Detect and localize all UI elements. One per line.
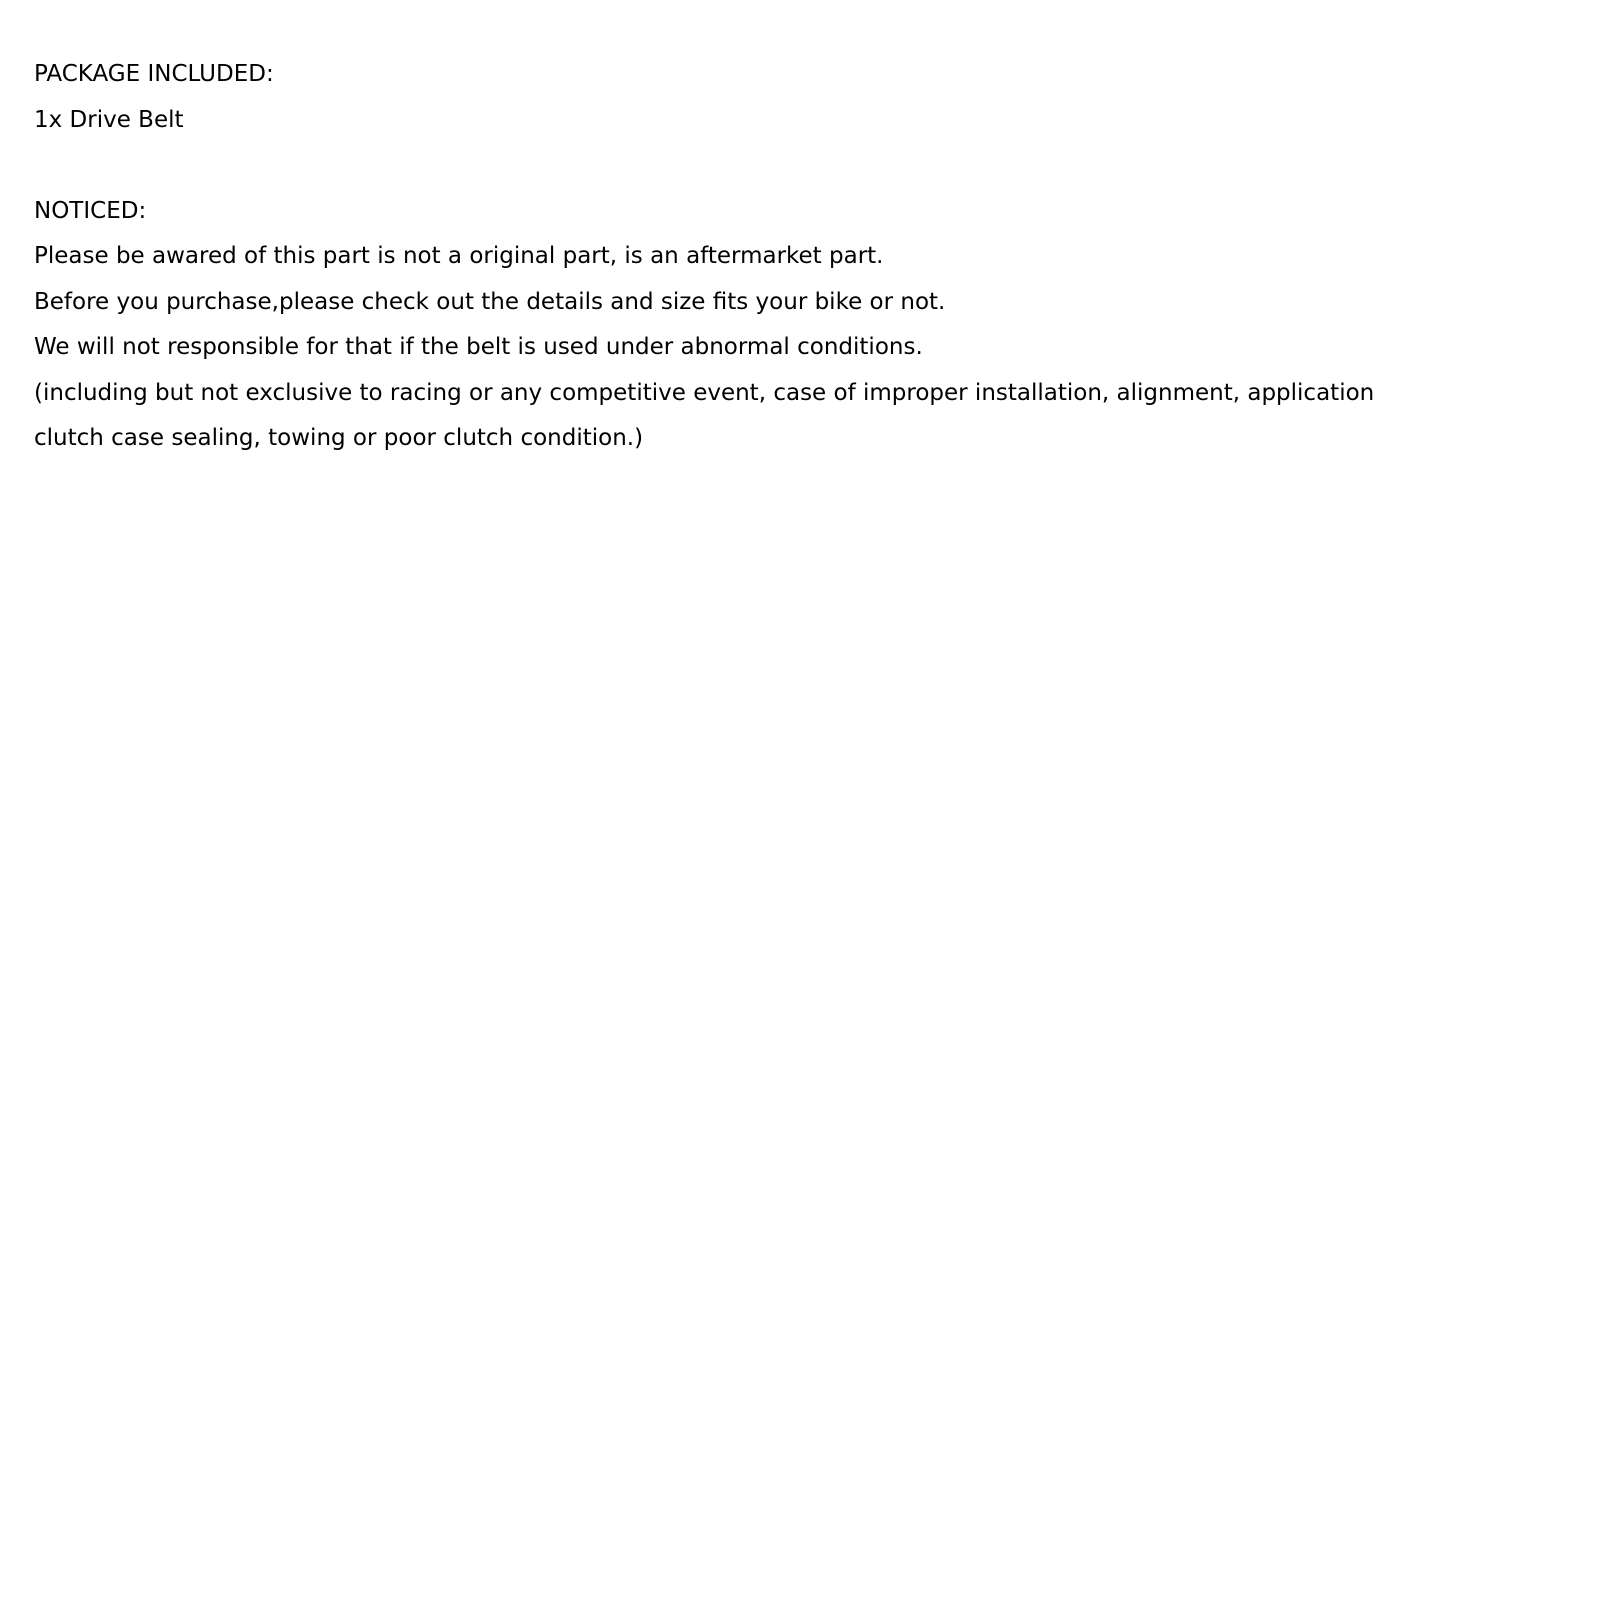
notice-line: (including but not exclusive to racing or any competitive event, case of improper installation, alignment, application	[34, 379, 1375, 406]
notice-line: Please be awared of this part is not a original part, is an aftermarket part.	[34, 243, 884, 269]
package-item: 1x Drive Belt	[34, 106, 184, 133]
notice-heading: NOTICED:	[34, 197, 147, 224]
notice-section	[34, 189, 1534, 462]
product-description	[34, 52, 1534, 462]
notice-line: Before you purchase,please check out the details and size fits your bike or not.	[34, 288, 946, 315]
notice-line: clutch case sealing, towing or poor clutch condition.)	[34, 425, 644, 451]
package-heading: PACKAGE INCLUDED:	[34, 61, 274, 87]
notice-line: We will not responsible for that if the belt is used under abnormal conditions.	[34, 334, 923, 360]
section-spacer	[34, 143, 1534, 189]
package-section	[34, 52, 1534, 143]
